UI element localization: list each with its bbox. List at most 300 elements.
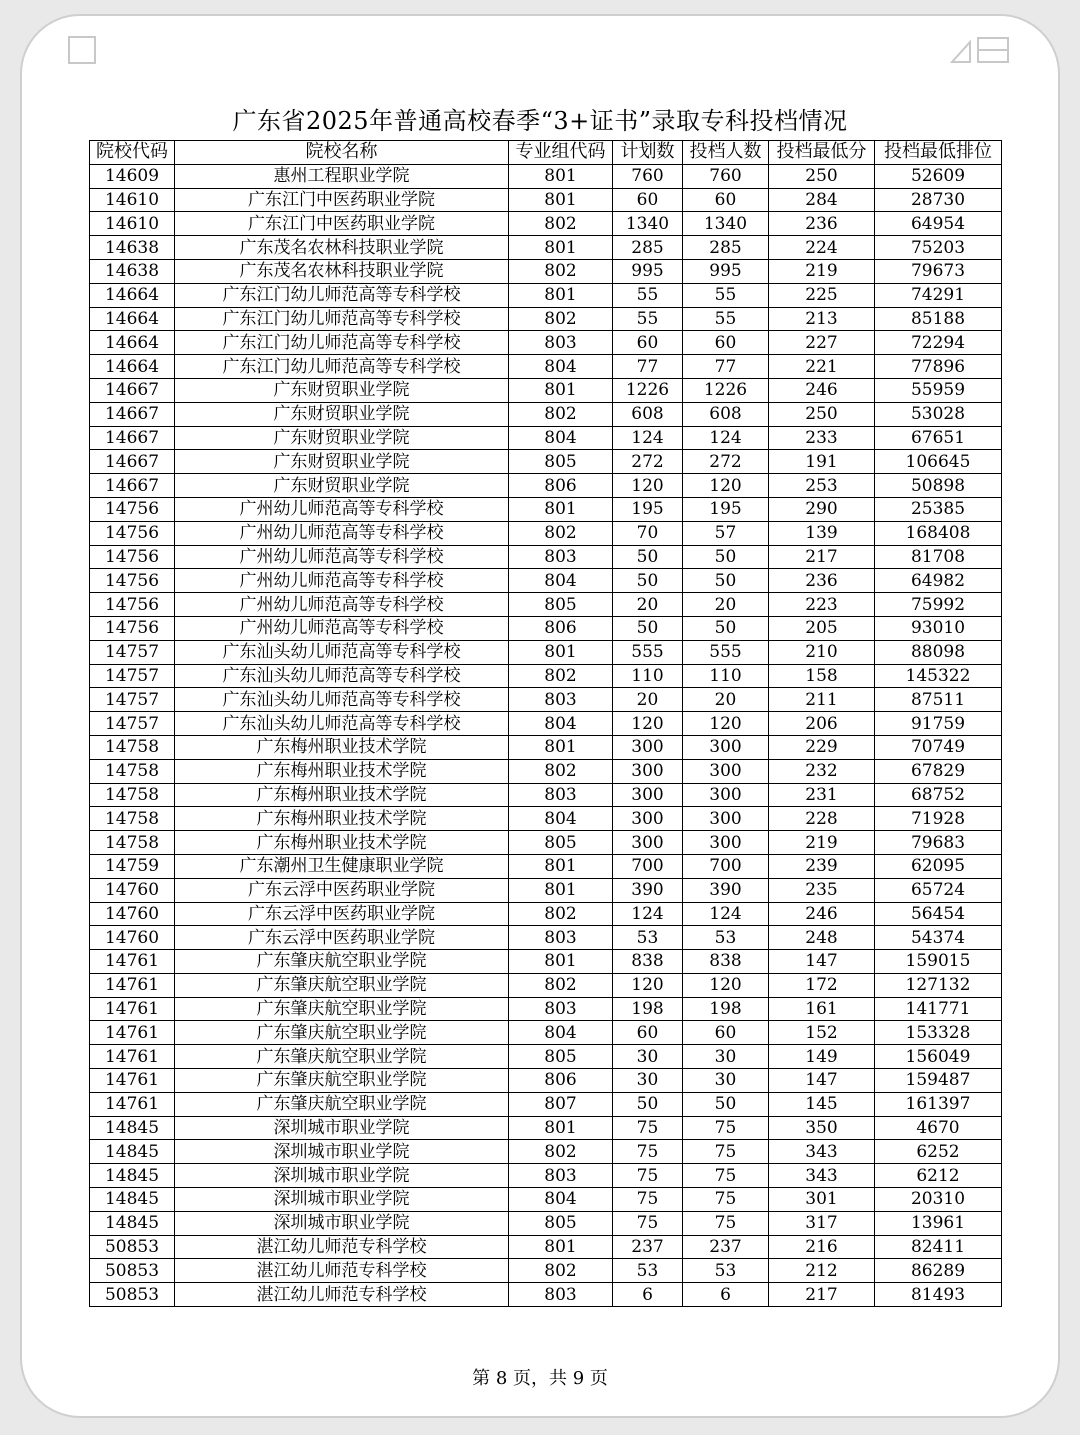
min-rank-cell: 72294 (875, 331, 1002, 355)
table-row (90, 188, 1002, 212)
min-rank-cell: 67651 (875, 426, 1002, 450)
table-row (90, 926, 1002, 950)
admitted-count-cell: 120 (683, 973, 769, 997)
min-rank-cell: 145322 (875, 664, 1002, 688)
admitted-count-cell: 75 (683, 1188, 769, 1212)
min-score-cell: 147 (769, 1069, 875, 1093)
group-code-cell: 801 (509, 950, 613, 974)
table-row (90, 212, 1002, 236)
admitted-count-cell: 700 (683, 854, 769, 878)
min-score-cell: 239 (769, 854, 875, 878)
plan-count-cell: 75 (613, 1211, 683, 1235)
table-row (90, 1283, 1002, 1307)
admitted-count-cell: 198 (683, 997, 769, 1021)
group-code-cell: 803 (509, 926, 613, 950)
table-row (90, 1116, 1002, 1140)
plan-count-cell: 555 (613, 640, 683, 664)
plan-count-cell: 50 (613, 616, 683, 640)
group-code-cell: 807 (509, 1092, 613, 1116)
table-row (90, 1188, 1002, 1212)
admitted-count-cell: 300 (683, 735, 769, 759)
school-code-cell: 14845 (90, 1211, 175, 1235)
group-code-cell: 801 (509, 640, 613, 664)
min-score-cell: 235 (769, 878, 875, 902)
plan-count-cell: 1340 (613, 212, 683, 236)
min-score-cell: 221 (769, 355, 875, 379)
min-rank-cell: 153328 (875, 1021, 1002, 1045)
school-name-cell: 广州幼儿师范高等专科学校 (175, 545, 509, 569)
plan-count-cell: 272 (613, 450, 683, 474)
school-name-cell: 广东江门幼儿师范高等专科学校 (175, 355, 509, 379)
plan-count-cell: 300 (613, 831, 683, 855)
plan-count-cell: 120 (613, 474, 683, 498)
school-name-cell: 广州幼儿师范高等专科学校 (175, 616, 509, 640)
school-name-cell: 惠州工程职业学院 (175, 164, 509, 188)
group-code-cell: 803 (509, 1283, 613, 1307)
group-code-cell: 801 (509, 1235, 613, 1259)
admitted-count-cell: 838 (683, 950, 769, 974)
school-name-cell: 广东茂名农林科技职业学院 (175, 236, 509, 260)
school-code-cell: 14609 (90, 164, 175, 188)
min-score-cell: 224 (769, 236, 875, 260)
min-score-cell: 217 (769, 545, 875, 569)
admitted-count-cell: 75 (683, 1164, 769, 1188)
table-row (90, 735, 1002, 759)
plan-count-cell: 75 (613, 1140, 683, 1164)
table-row (90, 712, 1002, 736)
page-title: 广东省2025年普通高校春季“3+证书”录取专科投档情况 (232, 107, 848, 135)
min-rank-cell: 75992 (875, 593, 1002, 617)
school-code-cell: 14845 (90, 1188, 175, 1212)
school-code-cell: 14756 (90, 521, 175, 545)
admitted-count-cell: 120 (683, 712, 769, 736)
table-row (90, 402, 1002, 426)
school-name-cell: 广东江门中医药职业学院 (175, 188, 509, 212)
school-code-cell: 14761 (90, 1021, 175, 1045)
min-rank-cell: 64954 (875, 212, 1002, 236)
school-code-cell: 14759 (90, 854, 175, 878)
plan-count-cell: 300 (613, 783, 683, 807)
min-rank-cell: 52609 (875, 164, 1002, 188)
column-header: 计划数 (613, 141, 683, 165)
school-name-cell: 广州幼儿师范高等专科学校 (175, 593, 509, 617)
plan-count-cell: 30 (613, 1045, 683, 1069)
school-name-cell: 深圳城市职业学院 (175, 1211, 509, 1235)
admitted-count-cell: 55 (683, 283, 769, 307)
min-rank-cell: 106645 (875, 450, 1002, 474)
min-rank-cell: 75203 (875, 236, 1002, 260)
min-score-cell: 246 (769, 902, 875, 926)
group-code-cell: 804 (509, 355, 613, 379)
school-name-cell: 广东肇庆航空职业学院 (175, 1069, 509, 1093)
min-score-cell: 217 (769, 1283, 875, 1307)
admitted-count-cell: 30 (683, 1069, 769, 1093)
school-code-cell: 14761 (90, 973, 175, 997)
min-rank-cell: 62095 (875, 854, 1002, 878)
min-score-cell: 284 (769, 188, 875, 212)
school-code-cell: 14610 (90, 188, 175, 212)
min-score-cell: 219 (769, 831, 875, 855)
min-rank-cell: 74291 (875, 283, 1002, 307)
admitted-count-cell: 124 (683, 426, 769, 450)
min-score-cell: 158 (769, 664, 875, 688)
admitted-count-cell: 124 (683, 902, 769, 926)
table-row (90, 355, 1002, 379)
table-row (90, 664, 1002, 688)
school-name-cell: 广东财贸职业学院 (175, 474, 509, 498)
admitted-count-cell: 110 (683, 664, 769, 688)
edit-page-icon[interactable] (950, 34, 1016, 66)
min-rank-cell: 55959 (875, 378, 1002, 402)
admitted-count-cell: 195 (683, 497, 769, 521)
plan-count-cell: 50 (613, 1092, 683, 1116)
group-code-cell: 802 (509, 759, 613, 783)
table-row (90, 807, 1002, 831)
admitted-count-cell: 300 (683, 783, 769, 807)
plan-count-cell: 75 (613, 1164, 683, 1188)
min-rank-cell: 71928 (875, 807, 1002, 831)
plan-count-cell: 760 (613, 164, 683, 188)
min-rank-cell: 13961 (875, 1211, 1002, 1235)
min-score-cell: 229 (769, 735, 875, 759)
school-name-cell: 深圳城市职业学院 (175, 1140, 509, 1164)
admitted-count-cell: 760 (683, 164, 769, 188)
admitted-count-cell: 20 (683, 593, 769, 617)
school-name-cell: 广东江门中医药职业学院 (175, 212, 509, 236)
admitted-count-cell: 55 (683, 307, 769, 331)
school-name-cell: 广东茂名农林科技职业学院 (175, 259, 509, 283)
school-code-cell: 14845 (90, 1116, 175, 1140)
min-score-cell: 152 (769, 1021, 875, 1045)
group-code-cell: 802 (509, 1140, 613, 1164)
group-code-cell: 806 (509, 474, 613, 498)
school-code-cell: 14761 (90, 950, 175, 974)
group-code-cell: 803 (509, 997, 613, 1021)
table-row (90, 569, 1002, 593)
admitted-count-cell: 1340 (683, 212, 769, 236)
min-score-cell: 253 (769, 474, 875, 498)
admitted-count-cell: 285 (683, 236, 769, 260)
min-score-cell: 236 (769, 569, 875, 593)
min-score-cell: 213 (769, 307, 875, 331)
school-name-cell: 深圳城市职业学院 (175, 1116, 509, 1140)
school-code-cell: 14760 (90, 926, 175, 950)
table-row (90, 878, 1002, 902)
school-code-cell: 14757 (90, 664, 175, 688)
table-row (90, 688, 1002, 712)
group-code-cell: 801 (509, 378, 613, 402)
plan-count-cell: 195 (613, 497, 683, 521)
school-code-cell: 14758 (90, 783, 175, 807)
table-row (90, 997, 1002, 1021)
admitted-count-cell: 57 (683, 521, 769, 545)
min-rank-cell: 77896 (875, 355, 1002, 379)
group-code-cell: 805 (509, 593, 613, 617)
min-score-cell: 216 (769, 1235, 875, 1259)
school-code-cell: 50853 (90, 1235, 175, 1259)
school-code-cell: 14664 (90, 355, 175, 379)
min-score-cell: 246 (769, 378, 875, 402)
school-name-cell: 广东肇庆航空职业学院 (175, 973, 509, 997)
admitted-count-cell: 75 (683, 1211, 769, 1235)
admitted-count-cell: 50 (683, 1092, 769, 1116)
group-code-cell: 802 (509, 973, 613, 997)
min-rank-cell: 161397 (875, 1092, 1002, 1116)
admitted-count-cell: 60 (683, 188, 769, 212)
square-icon[interactable] (68, 36, 96, 64)
group-code-cell: 801 (509, 283, 613, 307)
group-code-cell: 804 (509, 807, 613, 831)
school-code-cell: 14760 (90, 902, 175, 926)
plan-count-cell: 53 (613, 1259, 683, 1283)
table-row (90, 1092, 1002, 1116)
school-code-cell: 14667 (90, 426, 175, 450)
school-code-cell: 14761 (90, 1092, 175, 1116)
min-score-cell: 139 (769, 521, 875, 545)
school-name-cell: 广东肇庆航空职业学院 (175, 1021, 509, 1045)
plan-count-cell: 124 (613, 426, 683, 450)
group-code-cell: 805 (509, 1211, 613, 1235)
plan-count-cell: 237 (613, 1235, 683, 1259)
table-row (90, 759, 1002, 783)
admitted-count-cell: 30 (683, 1045, 769, 1069)
plan-count-cell: 838 (613, 950, 683, 974)
school-name-cell: 广州幼儿师范高等专科学校 (175, 497, 509, 521)
school-name-cell: 广东江门幼儿师范高等专科学校 (175, 331, 509, 355)
table-row (90, 973, 1002, 997)
school-name-cell: 广东潮州卫生健康职业学院 (175, 854, 509, 878)
min-score-cell: 191 (769, 450, 875, 474)
min-rank-cell: 50898 (875, 474, 1002, 498)
plan-count-cell: 300 (613, 807, 683, 831)
min-rank-cell: 168408 (875, 521, 1002, 545)
plan-count-cell: 70 (613, 521, 683, 545)
plan-count-cell: 120 (613, 712, 683, 736)
group-code-cell: 802 (509, 521, 613, 545)
column-header: 投档人数 (683, 141, 769, 165)
school-code-cell: 14756 (90, 569, 175, 593)
school-code-cell: 14761 (90, 1069, 175, 1093)
plan-count-cell: 300 (613, 735, 683, 759)
admitted-count-cell: 53 (683, 1259, 769, 1283)
group-code-cell: 801 (509, 164, 613, 188)
table-row (90, 164, 1002, 188)
school-name-cell: 广东梅州职业技术学院 (175, 807, 509, 831)
school-name-cell: 广东江门幼儿师范高等专科学校 (175, 307, 509, 331)
column-header: 投档最低排位 (875, 141, 1002, 165)
table-row (90, 545, 1002, 569)
min-score-cell: 250 (769, 402, 875, 426)
school-name-cell: 广州幼儿师范高等专科学校 (175, 521, 509, 545)
table-row (90, 902, 1002, 926)
table-row (90, 236, 1002, 260)
school-code-cell: 14757 (90, 640, 175, 664)
group-code-cell: 802 (509, 902, 613, 926)
table-row (90, 640, 1002, 664)
plan-count-cell: 608 (613, 402, 683, 426)
admitted-count-cell: 77 (683, 355, 769, 379)
group-code-cell: 802 (509, 1259, 613, 1283)
group-code-cell: 801 (509, 1116, 613, 1140)
plan-count-cell: 50 (613, 569, 683, 593)
min-rank-cell: 81708 (875, 545, 1002, 569)
plan-count-cell: 300 (613, 759, 683, 783)
min-score-cell: 210 (769, 640, 875, 664)
min-rank-cell: 88098 (875, 640, 1002, 664)
school-name-cell: 深圳城市职业学院 (175, 1188, 509, 1212)
school-code-cell: 50853 (90, 1283, 175, 1307)
table-row (90, 450, 1002, 474)
group-code-cell: 801 (509, 878, 613, 902)
admitted-count-cell: 50 (683, 545, 769, 569)
table-row (90, 593, 1002, 617)
plan-count-cell: 53 (613, 926, 683, 950)
admitted-count-cell: 300 (683, 759, 769, 783)
table-row (90, 1140, 1002, 1164)
min-rank-cell: 70749 (875, 735, 1002, 759)
plan-count-cell: 20 (613, 593, 683, 617)
school-name-cell: 广东梅州职业技术学院 (175, 831, 509, 855)
min-score-cell: 290 (769, 497, 875, 521)
admitted-count-cell: 1226 (683, 378, 769, 402)
group-code-cell: 806 (509, 616, 613, 640)
group-code-cell: 801 (509, 188, 613, 212)
school-name-cell: 湛江幼儿师范专科学校 (175, 1235, 509, 1259)
group-code-cell: 804 (509, 1188, 613, 1212)
admitted-count-cell: 300 (683, 807, 769, 831)
min-rank-cell: 6212 (875, 1164, 1002, 1188)
school-code-cell: 14761 (90, 997, 175, 1021)
admitted-count-cell: 995 (683, 259, 769, 283)
min-rank-cell: 56454 (875, 902, 1002, 926)
admitted-count-cell: 60 (683, 331, 769, 355)
school-name-cell: 广东财贸职业学院 (175, 426, 509, 450)
min-score-cell: 236 (769, 212, 875, 236)
school-code-cell: 14756 (90, 497, 175, 521)
admitted-count-cell: 300 (683, 831, 769, 855)
min-score-cell: 211 (769, 688, 875, 712)
min-score-cell: 233 (769, 426, 875, 450)
table-row (90, 259, 1002, 283)
page-footer: 第 8 页，共 9 页 (472, 1368, 608, 1389)
column-header: 院校代码 (90, 141, 175, 165)
school-code-cell: 14610 (90, 212, 175, 236)
plan-count-cell: 30 (613, 1069, 683, 1093)
school-code-cell: 14845 (90, 1164, 175, 1188)
group-code-cell: 802 (509, 212, 613, 236)
min-score-cell: 301 (769, 1188, 875, 1212)
min-score-cell: 350 (769, 1116, 875, 1140)
table-row (90, 854, 1002, 878)
school-code-cell: 14758 (90, 831, 175, 855)
admitted-count-cell: 75 (683, 1140, 769, 1164)
plan-count-cell: 120 (613, 973, 683, 997)
table-row (90, 307, 1002, 331)
school-code-cell: 14664 (90, 331, 175, 355)
min-score-cell: 317 (769, 1211, 875, 1235)
min-rank-cell: 159487 (875, 1069, 1002, 1093)
min-rank-cell: 54374 (875, 926, 1002, 950)
column-header: 投档最低分 (769, 141, 875, 165)
plan-count-cell: 60 (613, 1021, 683, 1045)
plan-count-cell: 55 (613, 283, 683, 307)
admitted-count-cell: 53 (683, 926, 769, 950)
plan-count-cell: 60 (613, 331, 683, 355)
table-row (90, 1259, 1002, 1283)
min-rank-cell: 85188 (875, 307, 1002, 331)
min-rank-cell: 79673 (875, 259, 1002, 283)
table-row (90, 783, 1002, 807)
school-code-cell: 14757 (90, 688, 175, 712)
plan-count-cell: 75 (613, 1116, 683, 1140)
table-row (90, 283, 1002, 307)
min-rank-cell: 127132 (875, 973, 1002, 997)
min-rank-cell: 25385 (875, 497, 1002, 521)
school-code-cell: 14667 (90, 402, 175, 426)
group-code-cell: 803 (509, 688, 613, 712)
plan-count-cell: 198 (613, 997, 683, 1021)
plan-count-cell: 50 (613, 545, 683, 569)
school-name-cell: 广东财贸职业学院 (175, 402, 509, 426)
plan-count-cell: 110 (613, 664, 683, 688)
school-name-cell: 广东汕头幼儿师范高等专科学校 (175, 688, 509, 712)
school-code-cell: 14664 (90, 283, 175, 307)
school-code-cell: 50853 (90, 1259, 175, 1283)
group-code-cell: 802 (509, 259, 613, 283)
school-code-cell: 14761 (90, 1045, 175, 1069)
min-score-cell: 343 (769, 1164, 875, 1188)
admitted-count-cell: 555 (683, 640, 769, 664)
group-code-cell: 803 (509, 545, 613, 569)
min-rank-cell: 93010 (875, 616, 1002, 640)
admission-table (89, 140, 1002, 1307)
school-name-cell: 广东云浮中医药职业学院 (175, 926, 509, 950)
min-score-cell: 223 (769, 593, 875, 617)
plan-count-cell: 20 (613, 688, 683, 712)
table-row (90, 521, 1002, 545)
min-score-cell: 149 (769, 1045, 875, 1069)
table-row (90, 426, 1002, 450)
admitted-count-cell: 390 (683, 878, 769, 902)
admitted-count-cell: 50 (683, 616, 769, 640)
min-score-cell: 205 (769, 616, 875, 640)
plan-count-cell: 995 (613, 259, 683, 283)
min-rank-cell: 67829 (875, 759, 1002, 783)
school-name-cell: 广东江门幼儿师范高等专科学校 (175, 283, 509, 307)
school-name-cell: 广东汕头幼儿师范高等专科学校 (175, 640, 509, 664)
min-rank-cell: 64982 (875, 569, 1002, 593)
school-code-cell: 14756 (90, 616, 175, 640)
school-code-cell: 14756 (90, 593, 175, 617)
plan-count-cell: 6 (613, 1283, 683, 1307)
school-name-cell: 广东梅州职业技术学院 (175, 735, 509, 759)
school-code-cell: 14667 (90, 378, 175, 402)
min-rank-cell: 156049 (875, 1045, 1002, 1069)
plan-count-cell: 75 (613, 1188, 683, 1212)
min-score-cell: 248 (769, 926, 875, 950)
school-code-cell: 14664 (90, 307, 175, 331)
school-name-cell: 广东肇庆航空职业学院 (175, 997, 509, 1021)
school-name-cell: 广东肇庆航空职业学院 (175, 950, 509, 974)
min-rank-cell: 86289 (875, 1259, 1002, 1283)
table-row (90, 474, 1002, 498)
table-row (90, 616, 1002, 640)
admitted-count-cell: 120 (683, 474, 769, 498)
school-name-cell: 广东肇庆航空职业学院 (175, 1092, 509, 1116)
school-name-cell: 深圳城市职业学院 (175, 1164, 509, 1188)
plan-count-cell: 1226 (613, 378, 683, 402)
group-code-cell: 802 (509, 307, 613, 331)
